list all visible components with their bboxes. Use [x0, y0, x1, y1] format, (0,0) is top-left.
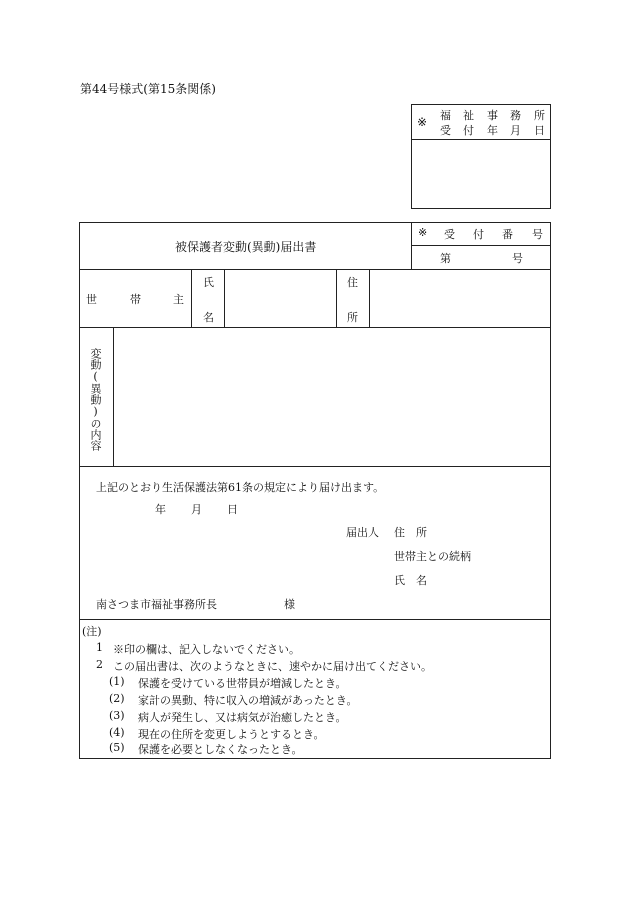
declaration-text: 上記のとおり生活保護法第61条の規定により届け出ます。 — [96, 481, 385, 494]
reception-row1-char: 福 — [440, 109, 451, 122]
subnote-text: 家計の異動、特に収入の増減があったとき。 — [138, 694, 358, 707]
household-head-label-char: 帯 — [130, 293, 141, 306]
form-title: 被保護者変動(異動)届出書 — [175, 240, 317, 254]
filer-name-label: 氏 名 — [394, 574, 427, 587]
receipt-number-dai: 第 — [440, 252, 451, 265]
date-month-label: 月 — [191, 503, 202, 516]
filer-relation-label: 世帯主との続柄 — [394, 550, 471, 563]
reception-row2-char: 付 — [463, 124, 474, 137]
household-head-name-field[interactable] — [226, 271, 334, 325]
honorific: 様 — [284, 598, 295, 611]
change-content-label: 変動(異動)の内容 — [89, 348, 102, 451]
reception-stamp-box — [411, 104, 551, 209]
subnote-text: 保護を必要としなくなったとき。 — [138, 743, 303, 756]
household-head-address-field[interactable] — [371, 271, 549, 325]
subnote-text: 保護を受けている世帯員が増減したとき。 — [138, 677, 347, 690]
reception-row1-char: 所 — [534, 109, 545, 122]
receipt-number-mark: ※ — [418, 226, 428, 239]
household-head-label-char: 世 — [86, 293, 97, 306]
notes-heading: (注) — [82, 625, 102, 638]
address-label-char: 住 — [347, 276, 358, 289]
reception-row1-char: 事 — [487, 109, 498, 122]
subnote-text: 現在の住所を変更しようとするとき。 — [138, 728, 325, 741]
name-label-char: 氏 — [203, 276, 214, 289]
subnote-number: (5) — [109, 741, 125, 754]
reception-row1-char: 祉 — [463, 109, 474, 122]
receipt-number-char: 番 — [502, 228, 513, 241]
date-day-label: 日 — [227, 503, 238, 516]
household-head-label-char: 主 — [173, 293, 184, 306]
receipt-number-char: 付 — [473, 228, 484, 241]
subnote-number: (4) — [109, 726, 125, 739]
reception-row2-char: 年 — [487, 124, 498, 137]
reception-row2-char: 受 — [440, 124, 451, 137]
subnote-number: (3) — [109, 709, 125, 722]
addressee: 南さつま市福祉事務所長 — [96, 598, 217, 611]
reception-row1-char: 務 — [510, 109, 521, 122]
form-number: 第44号様式(第15条関係) — [80, 82, 216, 96]
reception-row2-char: 日 — [534, 124, 545, 137]
note-number: 1 — [96, 641, 103, 654]
receipt-number-char: 受 — [444, 228, 455, 241]
receipt-number-go: 号 — [512, 252, 523, 265]
change-content-field[interactable] — [115, 329, 549, 464]
note-text: この届出書は、次のようなときに、速やかに届け出てください。 — [113, 660, 432, 673]
note-number: 2 — [96, 658, 103, 671]
filer-address-label: 住 所 — [394, 526, 427, 539]
date-year-label: 年 — [155, 503, 166, 516]
subnote-text: 病人が発生し、又は病気が治癒したとき。 — [138, 711, 347, 724]
filer-label: 届出人 — [346, 526, 379, 539]
reception-mark: ※ — [417, 115, 428, 129]
receipt-number-char: 号 — [532, 228, 543, 241]
subnote-number: (1) — [109, 675, 125, 688]
subnote-number: (2) — [109, 692, 125, 705]
address-label-char: 所 — [347, 311, 358, 324]
note-text: ※印の欄は、記入しないでください。 — [113, 643, 300, 656]
name-label-char: 名 — [203, 311, 214, 324]
reception-row2-char: 月 — [510, 124, 521, 137]
